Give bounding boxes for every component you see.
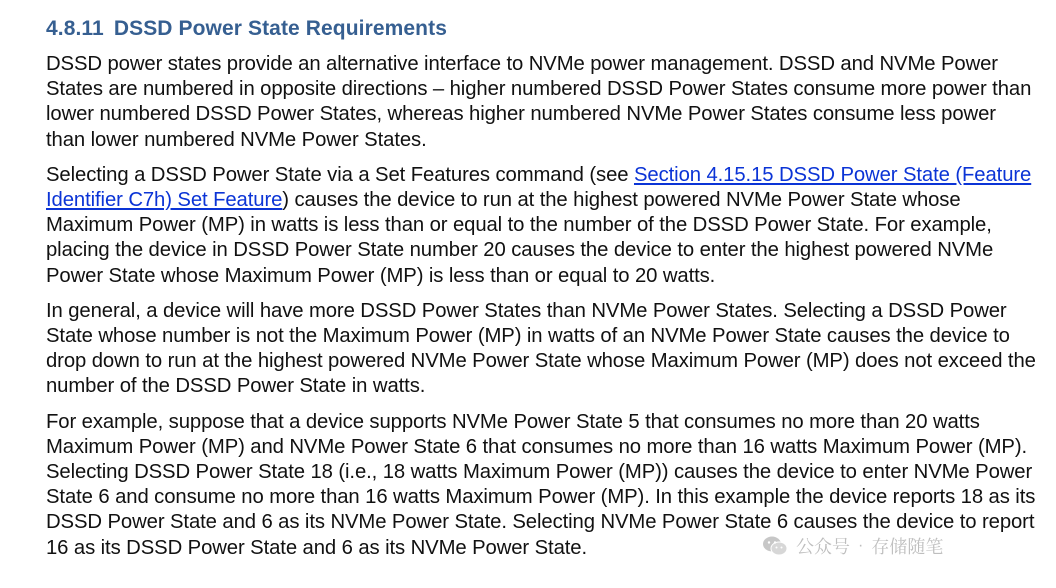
watermark-separator: · [858,537,864,554]
section-heading [46,14,1036,44]
wechat-icon [762,535,788,557]
watermark-source: 公众号 [796,537,850,557]
section-reference-link[interactable]: Section 4.15.15 DSSD Power State (Feature Identifier C7h) Set Feature [46,163,1032,212]
watermark-name: 存储随笔 [871,537,944,557]
section-title: DSSD Power State Requirements [113,17,447,40]
paragraph-2 [46,163,1036,289]
paragraph-2-text-before-link: Selecting a DSSD Power State via a Set Features command (see [46,163,634,186]
paragraph-4: For example, suppose that a device supports NVMe Power State 5 that consumes no more than 20 watts Maximum Power (MP) and NVMe Power State 6 that consumes no more than 16 watts Maximum Power (MP). Selecting DSSD Power State 18 (i.e., 18 watts Maximum Power (MP)) causes the device to enter NVMe Power State 6 and consume no more than 16 watts Maximum Power (MP). In this example the device reports 18 as its DSSD Power State and 6 as its NVMe Power State. Selecting NVMe Power State 6 causes the device to report 16 as its DSSD Power State and 6 as its NVMe Power State. [46,410,1036,559]
paragraph-3: In general, a device will have more DSSD Power States than NVMe Power States. Selecting a DSSD Power State whose number is not the Maximum Power (MP) in watts of an NVMe Power State causes the device to drop down to run at the highest powered NVMe Power State whose Maximum Power (MP) does not exceed the number of the DSSD Power State in watts. [46,299,1036,398]
paragraph-1: DSSD power states provide an alternative interface to NVMe power management. DSSD and NVMe Power States are numbered in opposite directions – higher numbered DSSD Power States consume more power than lower numbered DSSD Power States, whereas higher numbered NVMe Power States consume less power than lower numbered NVMe Power States. [46,53,1032,151]
section-number: 4.8.11 [46,17,104,40]
document-body [46,14,1036,571]
paragraph-2-text-after-link: ) causes the device to run at the highest powered NVMe Power State whose Maximum Power (MP) in watts is less than or equal to the number of the DSSD Power State. For example, placing the device in DSSD Power State number 20 causes the device to enter the highest powered NVMe Power State whose Maximum Power (MP) is less than or equal to 20 watts. [46,189,994,287]
watermark [762,532,943,560]
